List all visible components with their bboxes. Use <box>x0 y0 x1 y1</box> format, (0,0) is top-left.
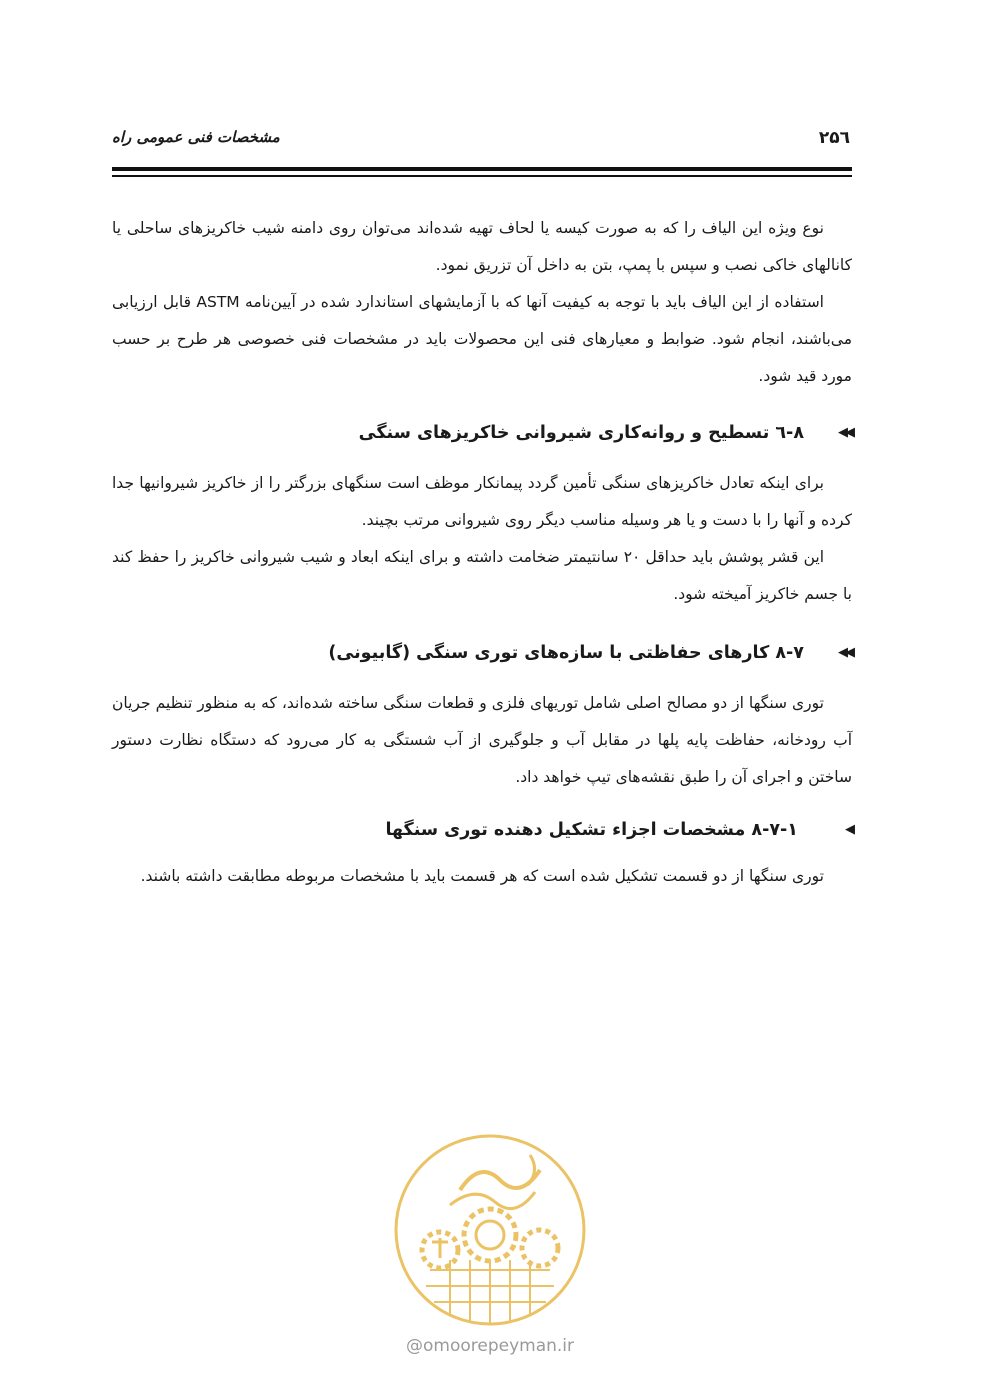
page-content <box>112 210 852 895</box>
page-header <box>112 128 850 158</box>
paragraph: توری سنگها از دو مصالح اصلی شامل توریهای فلزی و قطعات سنگی ساخته شده‌اند، که به منظور تنظیم جریان آب رودخانه، حفاظت پایه پلها در مقابل آب و جلوگیری از آب شستگی به کار می‌رود که دستگاه نظارت دستور ساختن و اجرای آن را طبق نقشه‌های تیپ خواهد داد. <box>112 694 852 786</box>
section-heading <box>112 635 852 671</box>
watermark-handle: @omoorepeyman.ir <box>405 1336 575 1356</box>
watermark-logo <box>390 1130 590 1330</box>
double-arrow-icon: ◀◀ <box>838 645 852 660</box>
section-heading-text: ۸-٦ تسطیح و روانه‌کاری شیروانی خاکریزهای سنگی <box>358 423 804 443</box>
header-rule-thin <box>112 175 852 177</box>
page-number: ۲۵٦ <box>818 128 850 148</box>
paragraph: این قشر پوشش باید حداقل ۲۰ سانتیمتر ضخامت داشته و برای اینکه ابعاد و شیب شیروانی خاکریز را حفظ کند با جسم خاکریز آمیخته شود. <box>112 548 852 603</box>
double-arrow-icon: ◀◀ <box>838 425 852 440</box>
paragraph: توری سنگها از دو قسمت تشکیل شده است که هر قسمت باید با مشخصات مربوطه مطابقت داشته باشند. <box>140 867 824 885</box>
section-heading-text: ۸-۷ کارهای حفاظتی با سازه‌های توری سنگی (گابیونی) <box>328 643 804 663</box>
running-title: مشخصات فنی عمومی راه <box>112 128 280 146</box>
subsection-heading-text: ۸-۷-۱ مشخصات اجزاء تشکیل دهنده توری سنگها <box>385 820 798 840</box>
section-heading <box>112 415 852 451</box>
arrow-icon: ◀ <box>845 822 852 837</box>
paragraph: نوع ویژه این الیاف را که به صورت کیسه یا لحاف تهیه شده‌اند می‌توان روی دامنه شیب خاکریزهای ساحلی یا کانالهای خاکی نصب و سپس با پمپ، بتن به داخل آن تزریق نمود. <box>112 219 852 274</box>
paragraph: استفاده از این الیاف باید با توجه به کیفیت آنها که با آزمایشهای استاندارد شده در آیین‌نامه ASTM قابل ارزیابی می‌باشند، انجام شود. ضوابط و معیارهای فنی این محصولات باید در مشخصات فنی خصوصی هر طرح بر حسب مورد قید شود. <box>112 293 852 385</box>
subsection-heading <box>112 812 852 848</box>
header-rule-thick <box>112 167 852 171</box>
paragraph: برای اینکه تعادل خاکریزهای سنگی تأمین گردد پیمانکار موظف است سنگهای بزرگتر را از خاکریز شیروانیها جدا کرده و آنها را با دست و یا هر وسیله مناسب دیگر روی شیروانی مرتب بچیند. <box>112 474 852 529</box>
